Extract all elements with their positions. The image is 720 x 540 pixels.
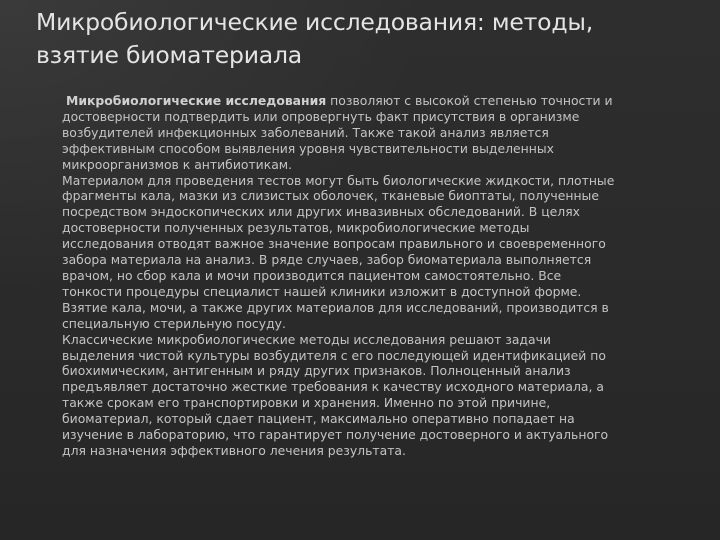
paragraph-line: забора материала на анализ. В ряде случаев, забор биоматериала выполняется [62,252,592,268]
paragraph-line: врачом, но сбор кала и мочи производится пациентом самостоятельно. Все [62,267,562,283]
paragraph-line: тонкости процедуры специалист нашей клиники изложит в доступной форме. [62,283,582,299]
paragraph-line: возбудителей инфекционных заболеваний. Также такой анализ является [62,124,549,140]
paragraph-line: биохимическим, антигенным и ряду других признаков. Полноценный анализ [62,363,571,379]
paragraph-line: изучение в лабораторию, что гарантирует получение достоверного и актуального [62,427,609,443]
bold-lead-text: Микробиологические исследования [66,93,327,108]
paragraph-line: эффективным способом выявления уровня чувствительности выделенных [62,140,554,156]
paragraph-line: исследования отводят важное значение вопросам правильного и своевременного [62,236,606,252]
paragraph-line: фрагменты кала, мазки из слизистых оболочек, тканевые биоптаты, полученные [62,188,599,204]
bullet-item [62,332,684,459]
slide-title-line: взятие биоматериала [36,41,303,69]
paragraph-line: предъявляет достаточно жесткие требования к качеству исходного материала, а [62,379,604,395]
paragraph-line: для назначения эффективного лечения результата. [62,442,406,458]
paragraph-line: достоверности полученных результатов, микробиологические методы [62,220,530,236]
bullet-item [62,173,684,332]
slide-title-line: Микробиологические исследования: методы, [36,8,594,36]
paragraph-line [62,93,684,109]
bullet-list [62,93,684,533]
bullet-item [62,93,684,173]
paragraph-text: позволяют с высокой степенью точности и [326,93,613,108]
paragraph-line: Классические микробиологические методы исследования решают задачи [62,331,551,347]
paragraph-line: Взятие кала, мочи, а также других материалов для исследований, производится в [62,299,609,315]
paragraph-line: Материалом для проведения тестов могут быть биологические жидкости, плотные [62,172,615,188]
slide-title [36,6,686,72]
paragraph-line: посредством эндоскопических или других инвазивных обследований. В целях [62,204,581,220]
paragraph-line: выделения чистой культуры возбудителя с его последующей идентификацией по [62,347,606,363]
paragraph-line: биоматериал, который сдает пациент, максимально оперативно попадает на [62,411,575,427]
paragraph-line: также срокам его транспортировки и хранения. Именно по этой причине, [62,395,551,411]
paragraph-line: достоверности подтвердить или опровергнуть факт присутствия в организме [62,108,580,124]
paragraph-line: микроорганизмов к антибиотикам. [62,156,293,172]
paragraph-line: специальную стерильную посуду. [62,315,286,331]
